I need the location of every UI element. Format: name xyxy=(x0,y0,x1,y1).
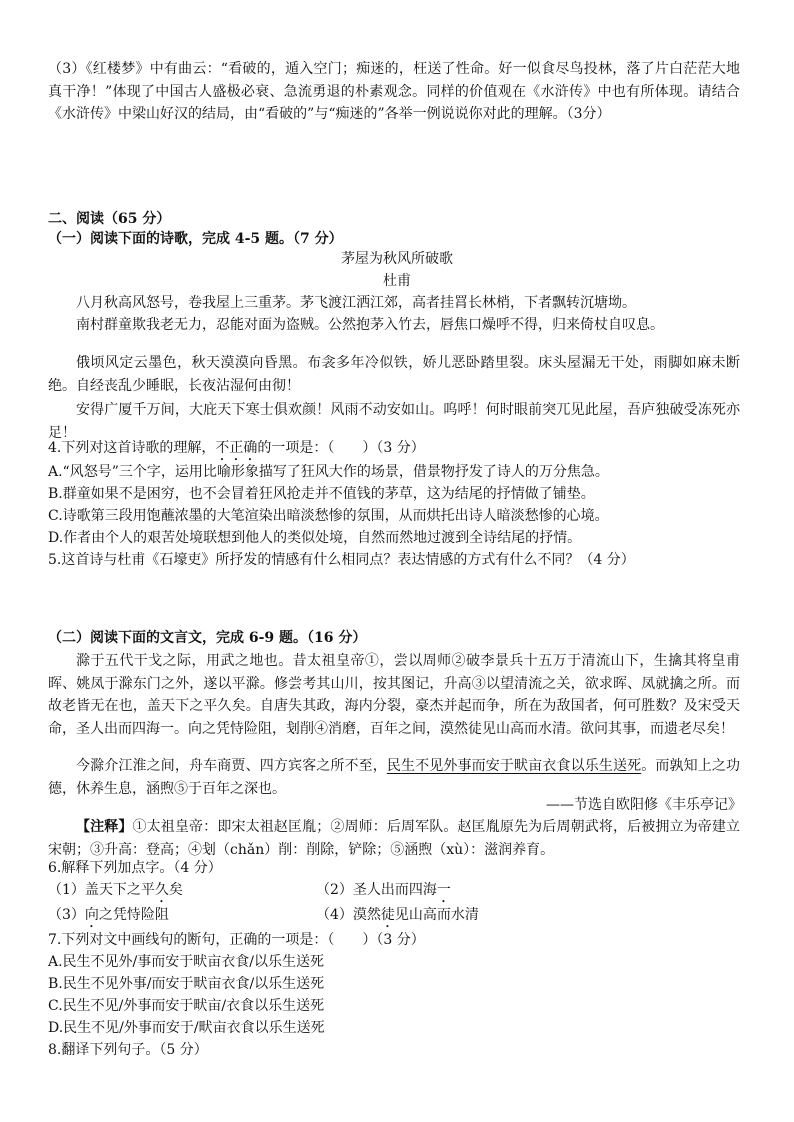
part-2-title: （二）阅读下面的文言文，完成 6-9 题。（16 分） xyxy=(48,630,367,646)
question-3: （3）《红楼梦》中有曲云：“看破的，遁入空门；痴迷的，枉送了性命。好一似食尽鸟投林，落了片白茫茫大地真干净！”体现了中国古人盛极必衰、急流勇退的朴素观念。同样的价值观在《水浒传》中也有所体现。请结合《水浒传》中梁山好汉的结局，由“看破的”与“痴迷的”各举一例说说你对此的理解。（3分） xyxy=(48,61,740,122)
poem-title: 茅屋为秋风所破歌 xyxy=(341,251,453,267)
part-1-title: （一）阅读下面的诗歌，完成 4-5 题。（7 分） xyxy=(48,231,343,247)
question-6-item-3 xyxy=(48,905,169,931)
question-8: 8.翻译下列句子。（5 分） xyxy=(48,1042,208,1058)
item-2-dotted-char: 一 xyxy=(436,882,451,898)
item-4-dotted-char: 徒 xyxy=(380,907,395,923)
item-1-dotted-char: 久 xyxy=(154,882,169,898)
item-1-post: 矣 xyxy=(168,882,183,898)
classical-paragraph-2-start: 今滁介江淮之间，舟车商贾、四方宾客之所不至， xyxy=(76,758,387,774)
question-4-option-b: B.群童如果不是困穷，也不会冒着狂风抢走并不值钱的茅草，这为结尾的抒情做了铺垫。 xyxy=(48,486,595,502)
section-2-title: 二、阅读（65 分） xyxy=(48,211,171,227)
source-citation: ——节选自欧阳修《丰乐亭记》 xyxy=(546,797,742,813)
item-3-pre: （3） xyxy=(48,907,85,923)
question-5: 5.这首诗与杜甫《石壕吏》所抒发的情感有什么相同点？表达情感的方式有什么不同？（4 分） xyxy=(48,552,635,568)
question-7-option-b: B.民生不见外事/而安于畎亩衣食/以乐生送死 xyxy=(48,976,325,992)
poem-paragraph-1: 八月秋高风怒号，卷我屋上三重茅。茅飞渡江洒江郊，高者挂罥长林梢，下者飘转沉塘坳。 xyxy=(76,295,636,311)
underlined-sentence: 民生不见外事而安于畎亩衣食以乐生送死 xyxy=(386,758,642,774)
item-3-dotted-char: 向 xyxy=(84,907,99,923)
question-6: 6.解释下列加点字。（4 分） xyxy=(48,860,222,876)
question-4-suffix: 的一项是：（ ）（3 分） xyxy=(257,440,425,456)
item-3-post: 之凭恃险阻 xyxy=(98,907,169,923)
question-7-option-a: A.民生不见外/事而安于畎亩衣食/以乐生送死 xyxy=(48,954,324,970)
question-6-item-2 xyxy=(316,880,451,906)
question-6-item-4 xyxy=(316,905,479,931)
item-4-pre: （4）漠然 xyxy=(316,907,381,923)
question-4-emphasis: 不正确 xyxy=(215,440,258,456)
poem-author: 杜甫 xyxy=(383,273,411,289)
classical-paragraph-2-end: 。而孰知上之功德，休养生息，涵煦⑤于百年之深也。 xyxy=(48,758,741,797)
poem-paragraph-2: 南村群童欺我老无力，忍能对面为盗贼。公然抱茅入竹去，唇焦口燥呼不得，归来倚杖自叹息。 xyxy=(76,317,664,333)
question-4-prefix: 4.下列对这首诗歌的理解， xyxy=(48,440,216,456)
question-4-option-c: C.诗歌第三段用饱蘸浓墨的大笔渲染出暗淡愁惨的氛围，从而烘托出诗人暗淡愁惨的心境。 xyxy=(48,508,609,524)
classical-paragraph-2 xyxy=(48,755,740,800)
question-7-option-d: D.民生不见/外事而安于/畎亩衣食以乐生送死 xyxy=(48,1020,325,1036)
poem-paragraph-3: 俄顷风定云墨色，秋天漠漠向昏黑。布衾多年冷似铁，娇儿恶卧踏里裂。床头屋漏无干处，雨脚如麻未断绝。自经丧乱少睡眠，长夜沾湿何由彻！ xyxy=(48,355,740,394)
question-4-option-a: A.“风怒号”三个字，运用比喻形象描写了狂风大作的场景，借景物抒发了诗人的万分焦急。 xyxy=(48,464,609,480)
note-label: 【注释】 xyxy=(76,819,133,835)
classical-paragraph-1: 滁于五代干戈之际，用武之地也。昔太祖皇帝①，尝以周师②破李景兵十五万于清流山下，生擒其将皇甫晖、姚凤于滁东门之外，遂以平滁。修尝考其山川，按其图记，升高③以望清流之关，欲求晖、凤就擒之所。而故老皆无在也，盖天下之平久矣。自唐失其政，海内分裂，豪杰并起而争，所在为敌国者，何可胜数？及宋受天命，圣人出而四海一。向之凭恃险阻，刬削④消磨，百年之间，漠然徒见山高而水清。欲问其事，而遗老尽矣！ xyxy=(48,653,740,737)
item-1-pre: （1）盖天下之平 xyxy=(48,882,155,898)
annotation-note xyxy=(48,816,740,861)
poem-paragraph-4: 安得广厦千万间，大庇天下寒士俱欢颜！风雨不动安如山。呜呼！何时眼前突兀见此屋，吾庐独破受冻死亦足！ xyxy=(48,402,740,441)
note-text: ①太祖皇帝：即宋太祖赵匡胤；②周师：后周军队。赵匡胤原先为后周朝武将，后被拥立为帝建立宋朝；③升高：登高；④刬（chǎn）削：削除，铲除；⑤涵煦（xù）：滋润养育。 xyxy=(48,819,741,858)
question-4 xyxy=(48,438,425,464)
question-4-option-d: D.作者由个人的艰苦处境联想到他人的类似处境，自然而然地过渡到全诗结尾的抒情。 xyxy=(48,530,582,546)
item-2-pre: （2）圣人出而四海 xyxy=(316,882,437,898)
question-7: 7.下列对文中画线句的断句，正确的一项是：（ ）（3 分） xyxy=(48,932,425,948)
question-6-item-1 xyxy=(48,880,183,906)
item-4-post: 见山高而水清 xyxy=(394,907,479,923)
question-7-option-c: C.民生不见/外事而安于畎亩/衣食以乐生送死 xyxy=(48,998,325,1014)
